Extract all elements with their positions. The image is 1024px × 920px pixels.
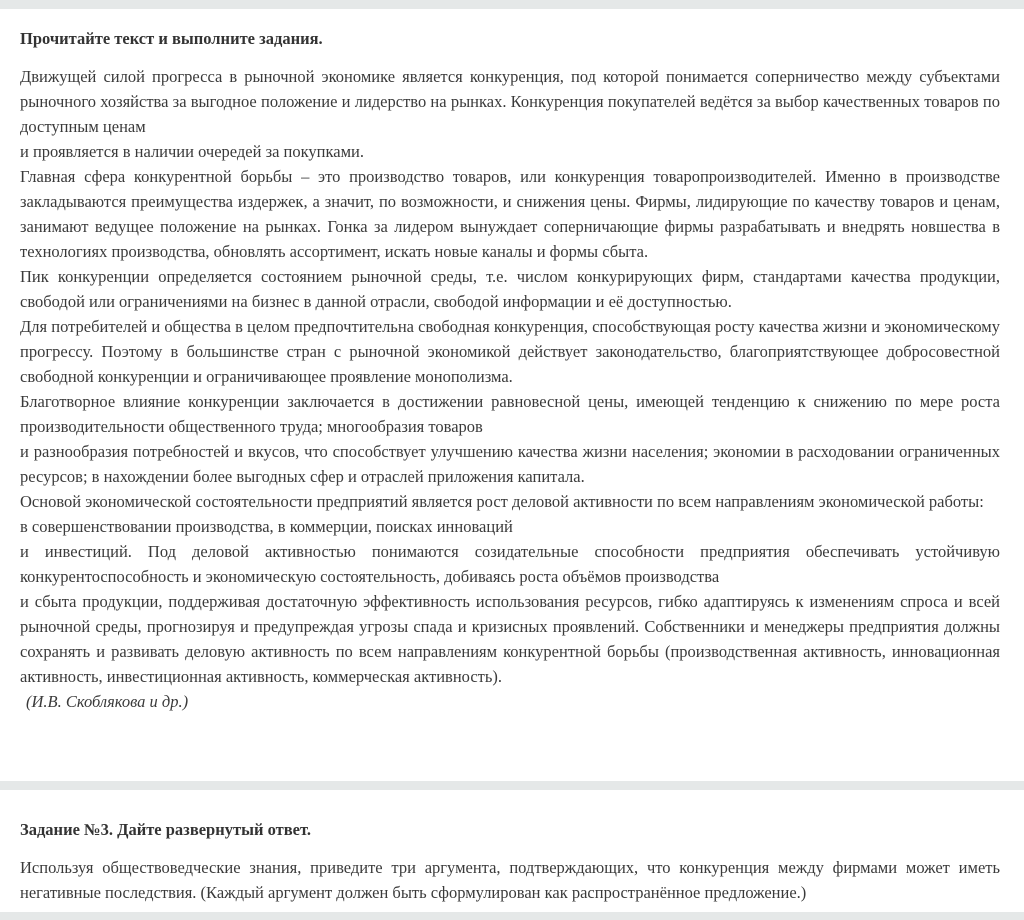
paragraph: и сбыта продукции, поддерживая достаточную эффективность использования ресурсов, гибко адаптируясь к изменениям спроса и всей рыночной среды, прогнозируя и предупреждая угрозы спада и кризисных проявлений. Собственники и менеджеры предприятия должны сохранять и развивать деловую активность по всем направлениям конкурентной борьбы (производственная активность, инновационная активность, инвестиционная активность, коммерческая активность). xyxy=(20,592,1000,686)
top-band xyxy=(0,0,1024,9)
paragraph: и проявляется в наличии очередей за покупками. xyxy=(20,142,364,161)
paragraph: Для потребителей и общества в целом предпочтительна свободная конкуренция, способствующая росту качества жизни и экономическому прогрессу. Поэтому в большинстве стран с рыночной экономикой действует законодательство, благоприятствующее добросовестной свободной конкуренции и ограничивающее проявление монополизма. xyxy=(20,317,1000,386)
paragraph: и инвестиций. Под деловой активностью понимаются созидательные способности предприятия обеспечивать устойчивую конкурентоспособность и экономическую состоятельность, добиваясь роста объёмов производства xyxy=(20,542,1000,586)
task-text: Используя обществоведческие знания, приведите три аргумента, подтверждающих, что конкуренция между фирмами может иметь негативные последствия. (Каждый аргумент должен быть сформулирован как распространённое предложение.) xyxy=(20,858,1000,902)
reading-heading: Прочитайте текст и выполните задания. xyxy=(20,29,323,48)
author-citation: (И.В. Скоблякова и др.) xyxy=(26,692,189,711)
section-divider xyxy=(0,781,1024,790)
paragraph: Пик конкуренции определяется состоянием рыночной среды, т.е. числом конкурирующих фирм, стандартами качества продукции, свободой или ограничениями на бизнес в данной отрасли, свободой информации и её доступностью. xyxy=(20,267,1000,311)
paragraph: Благотворное влияние конкуренции заключается в достижении равновесной цены, имеющей тенденцию к снижению по мере роста производительности общественного труда; многообразия товаров xyxy=(20,392,1000,436)
paragraph: в совершенствовании производства, в коммерции, поисках инноваций xyxy=(20,517,513,536)
paragraph: Главная сфера конкурентной борьбы – это производство товаров, или конкуренция товаропроизводителей. Именно в производстве закладываются преимущества издержек, а значит, по возможности, и снижения цены. Фирмы, лидирующие по качеству товаров и ценам, занимают ведущее положение на рынках. Гонка за лидером вынуждает соперничающие фирмы разрабатывать и внедрять новшества в технологиях производства, обновлять ассортимент, искать новые каналы и формы сбыта. xyxy=(20,167,1000,261)
paragraph: Основой экономической состоятельности предприятий является рост деловой активности по всем направлениям экономической работы: xyxy=(20,492,984,511)
paragraph: и разнообразия потребностей и вкусов, что способствует улучшению качества жизни населения; экономии в расходовании ограниченных ресурсов; в нахождении более выгодных сфер и отраслей приложения капитала. xyxy=(20,442,1000,486)
task-card xyxy=(0,790,1024,912)
paragraph: Движущей силой прогресса в рыночной экономике является конкуренция, под которой понимается соперничество между субъектами рыночного хозяйства за выгодное положение и лидерство на рынках. Конкуренция покупателей ведётся за выбор качественных товаров по доступным ценам xyxy=(20,67,1000,136)
task-heading: Задание №3. Дайте развернутый ответ. xyxy=(20,820,311,839)
reading-text-card xyxy=(0,9,1024,781)
